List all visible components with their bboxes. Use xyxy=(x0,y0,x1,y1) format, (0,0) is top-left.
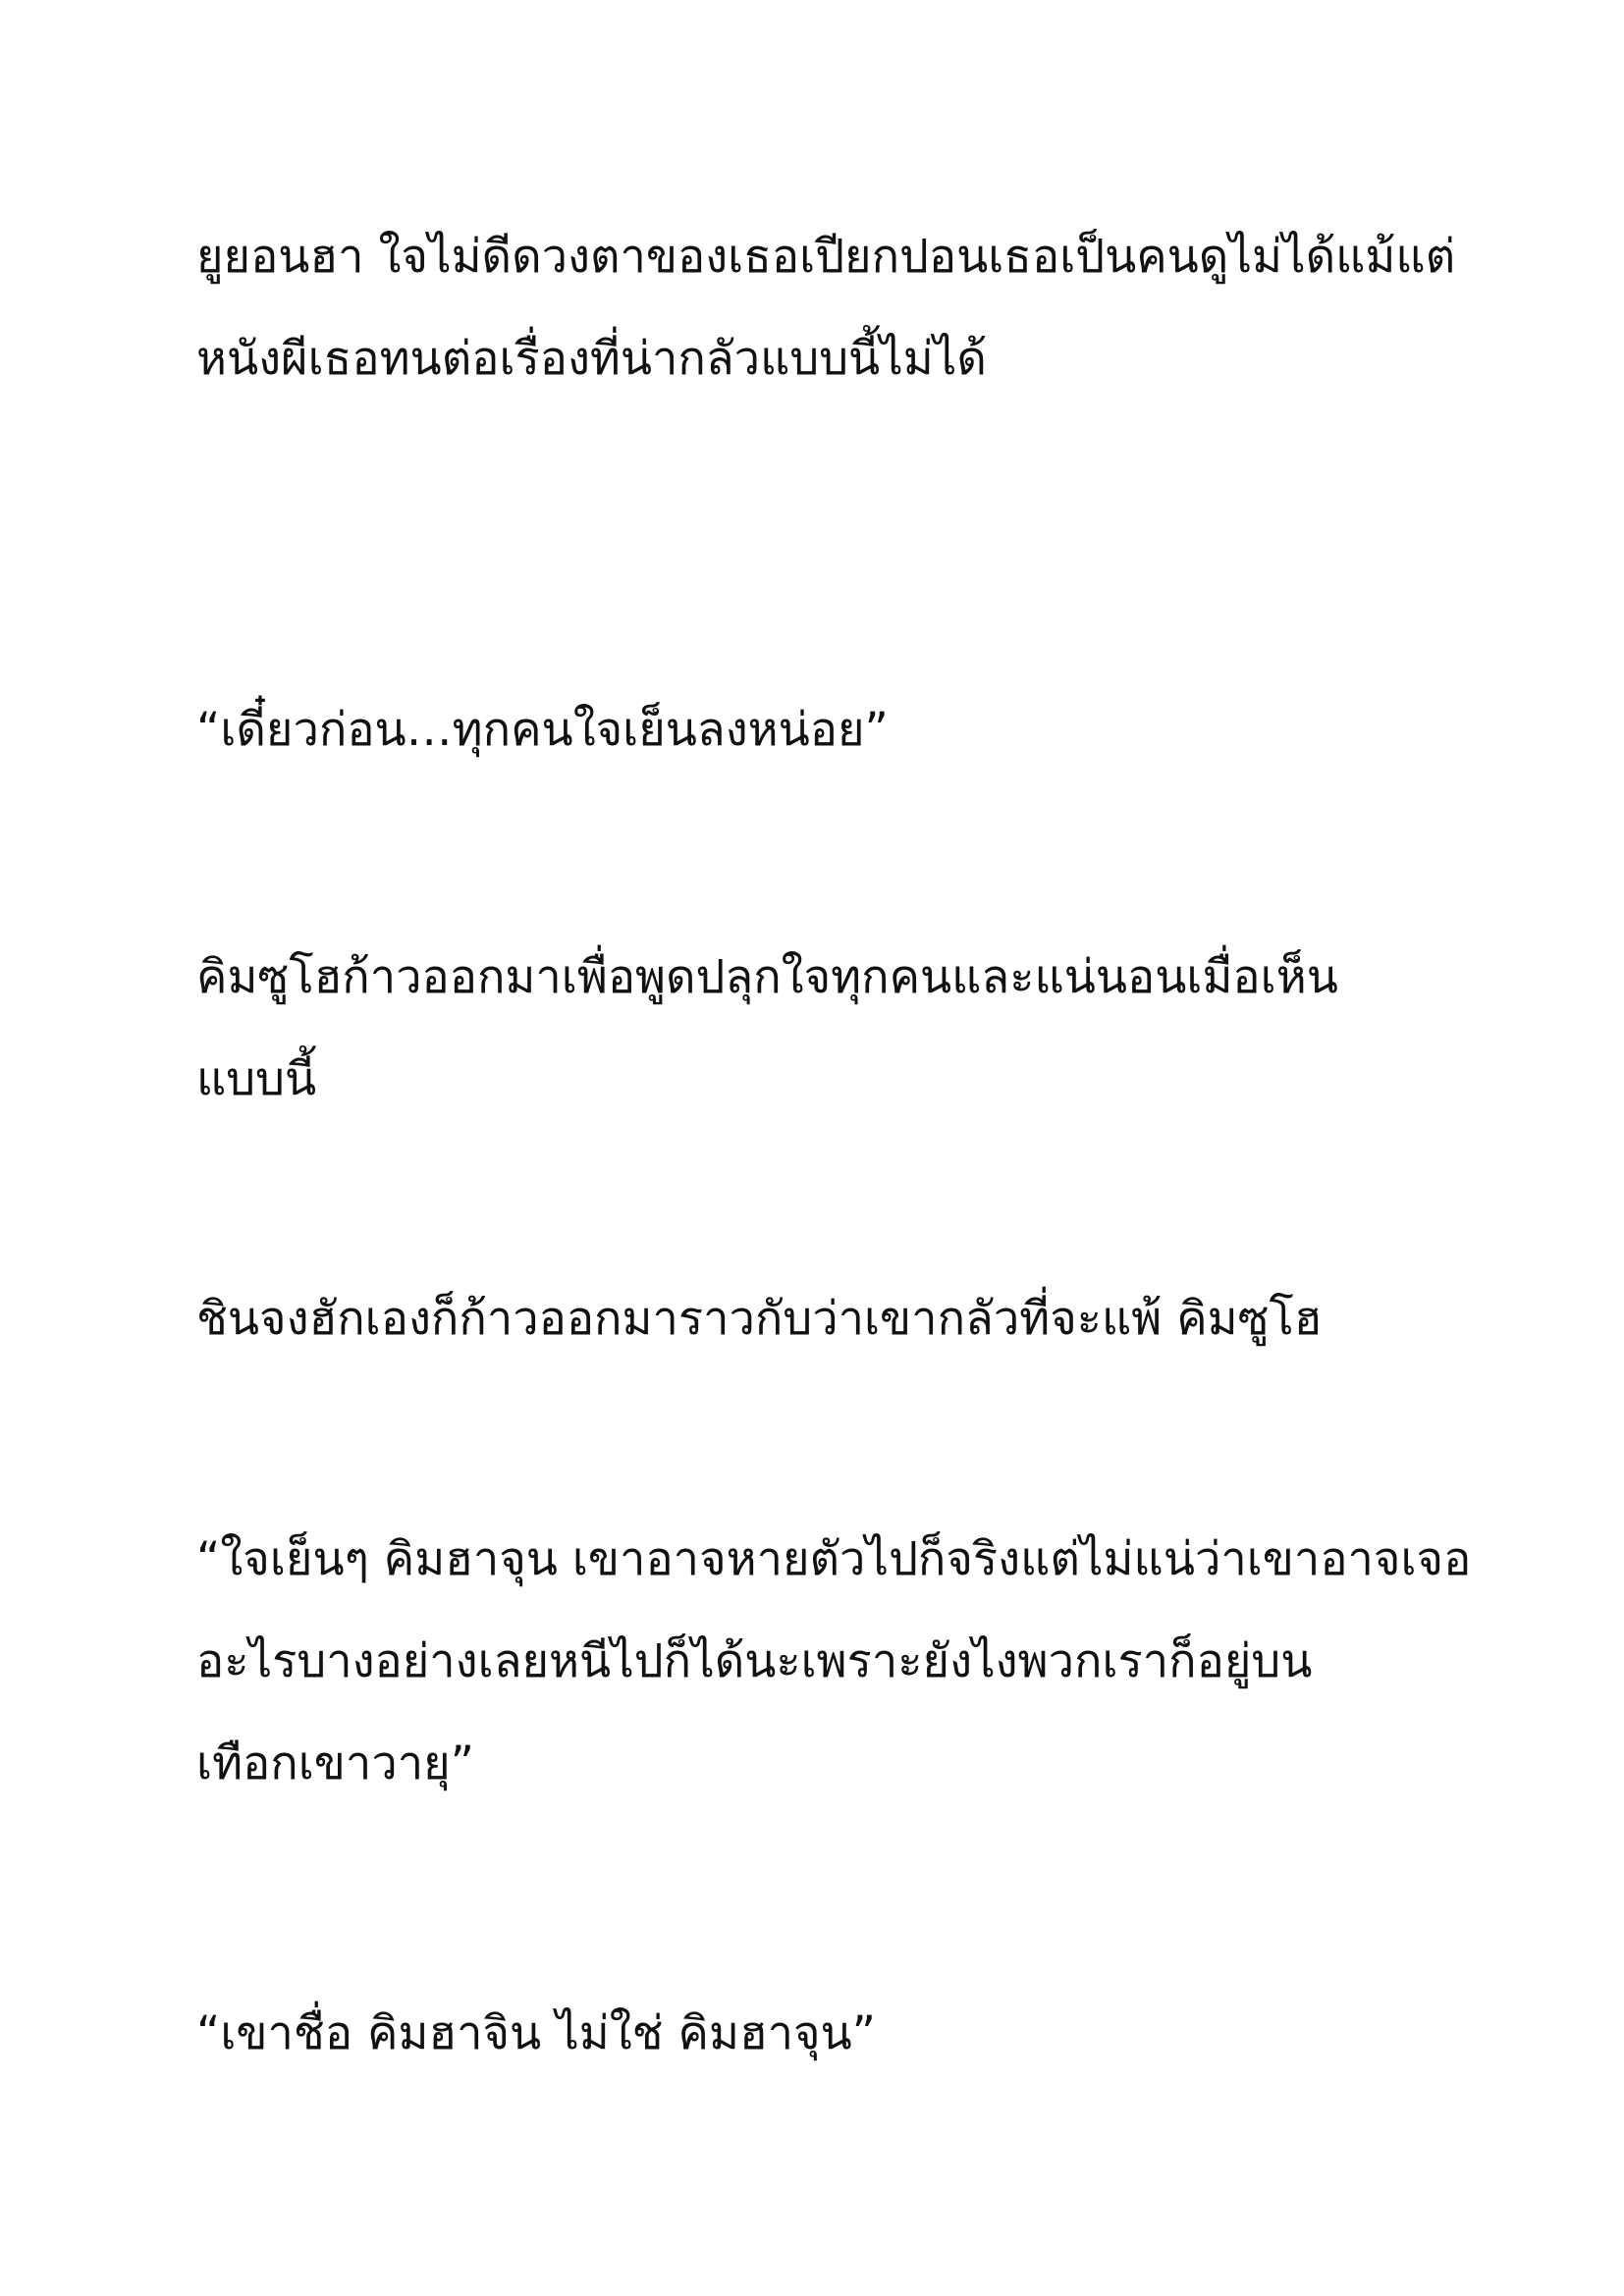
text-line: “เดี๋ยวก่อน…ทุกคนใจเย็นลงหน่อย” xyxy=(196,703,889,757)
text-line: หนังผีเธอทนต่อเรื่องที่น่ากลัวแบบนี้ไม่ได้ xyxy=(196,332,987,386)
dialogue-paragraph xyxy=(196,1509,1473,1815)
text-line: อะไรบางอย่างเลยหนีไปก็ได้นะเพราะยังไงพวกเราก็อยู่บน xyxy=(196,1634,1313,1688)
dialogue-paragraph xyxy=(196,679,1473,781)
narration-paragraph xyxy=(196,206,1473,410)
text-line: ชินจงฮักเองก็ก้าวออกมาราวกับว่าเขากลัวที่จะแพ้ คิมซูโฮ xyxy=(196,1292,1323,1346)
text-line: เทือกเขาวายุ” xyxy=(196,1736,474,1790)
text-line: “เขาชื่อ คิมฮาจิน ไม่ใช่ คิมฮาจุน” xyxy=(196,2006,877,2060)
text-line: คิมซูโฮก้าวออกมาเพื่อพูดปลุกใจทุกคนและแน่นอนเมื่อเห็น xyxy=(196,950,1338,1004)
text-line: “ใจเย็นๆ คิมฮาจุน เขาอาจหายตัวไปก็จริงแต่ไม่แน่ว่าเขาอาจเจอ xyxy=(196,1532,1472,1586)
narration-paragraph xyxy=(196,1268,1473,1370)
dialogue-paragraph xyxy=(196,1983,1473,2085)
narration-paragraph xyxy=(196,927,1473,1131)
text-line: ยูยอนฮา ใจไม่ดีดวงตาของเธอเปียกปอนเธอเป็นคนดูไม่ได้แม้แต่ xyxy=(196,230,1456,284)
text-line: แบบนี้ xyxy=(196,1052,317,1106)
